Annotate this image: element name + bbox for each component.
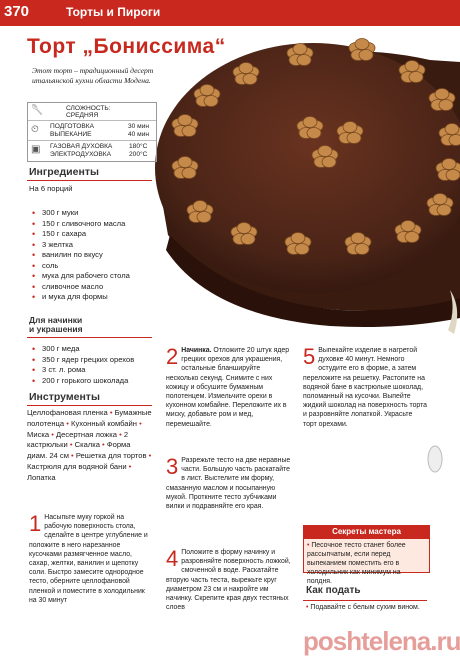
portions: На 6 порций	[29, 184, 73, 193]
bullet-icon: •	[306, 604, 309, 611]
tools-rule	[27, 405, 152, 406]
recipe-title: Торт „Бониссима“	[27, 35, 226, 58]
electric-value: 200°С	[129, 151, 148, 158]
list-item: • 350 г ядер грецких орехов	[30, 355, 170, 366]
step-text: Разрежьте тесто на две неравные части. Большую часть раскатайте в лист. Выстелите им форму, смазанную маслом и посыпанную мукой. Проткните тесто зубчиками вилки и подравняйте его края.	[166, 457, 291, 511]
step-number: 3	[166, 454, 179, 479]
bullet-icon: •	[107, 408, 115, 417]
oven-icon: ▣	[31, 144, 41, 155]
bake-label: ВЫПЕКАНИЕ	[50, 131, 92, 138]
list-item: • 3 желтка	[30, 240, 160, 251]
bullet-icon: •	[126, 461, 132, 471]
bullet-icon: •	[68, 451, 76, 461]
step-number: 1	[29, 511, 42, 536]
filling-heading-line1: Для начинки	[29, 315, 83, 325]
gas-value: 180°С	[129, 143, 148, 150]
bullet-icon: •	[67, 440, 75, 450]
filling-heading-line2: и украшения	[29, 324, 83, 334]
filling-heading	[29, 316, 83, 334]
bullet-icon: •	[64, 418, 72, 428]
list-item: • соль	[30, 261, 160, 272]
step-number: 2	[166, 344, 179, 369]
tool-item: Форма диам. 24 см	[27, 440, 131, 461]
serve-text	[306, 603, 426, 613]
filling-list	[30, 344, 170, 386]
tool-item: Кухонный комбайн	[71, 418, 137, 428]
step-number: 5	[303, 344, 316, 369]
list-item: • ванилин по вкусу	[30, 250, 160, 261]
step-text: Положите в форму начинку и разровняйте поверхность ложкой, смоченной в воде. Раскатайте вторую часть теста, вырежьте круг диаметром 23 см и накройте им начинку. Скрепите края двух тестяных слоев	[166, 549, 291, 612]
gas-label: ГАЗОВАЯ ДУХОВКА	[50, 143, 113, 150]
filling-rule	[27, 337, 152, 338]
tool-item: Целлофановая пленка	[27, 408, 108, 417]
list-item: • 300 г муки	[30, 208, 160, 219]
tool-item: Миска	[27, 429, 50, 439]
step-2	[166, 346, 292, 429]
list-item: • 150 г сахара	[30, 229, 160, 240]
walnut-icon	[349, 39, 375, 61]
tool-item: 2 кастрюльки	[27, 429, 129, 450]
list-item: • 3 ст. л. рома	[30, 365, 170, 376]
step-text: Выпекайте изделие в нагретой духовке 40 минут. Немного остудите его в форме, а затем переложите на решетку. Растопите на водяной бане в кастрюльке шоколад, поломанный на кусочки. Выпейте жидкий шоколад на поверхность торта и разровняйте лопаткой. Украсьте торт орехами.	[303, 347, 428, 428]
bullet-icon: •	[99, 440, 107, 450]
step-number: 4	[166, 546, 179, 571]
step-title: Начинка.	[181, 347, 212, 354]
spoon-icon: 🥄	[31, 105, 44, 116]
step-1	[29, 513, 153, 605]
serve-text-body: Подавайте с белым сухим вином.	[310, 604, 420, 611]
list-item: • 150 г сливочного масла	[30, 219, 160, 230]
difficulty-label: СЛОЖНОСТЬ:	[66, 105, 111, 112]
tip-heading: Секреты мастера	[303, 525, 430, 539]
serve-heading: Как подать	[306, 585, 361, 596]
list-item: • сливочное масло	[30, 282, 160, 293]
tool-item: Бумажные полотенца	[27, 408, 152, 428]
difficulty-value: СРЕДНЯЯ	[66, 112, 99, 119]
list-item: • мука для рабочего стола	[30, 271, 160, 282]
clock-icon: ⏲	[31, 124, 39, 135]
bullet-icon: •	[307, 542, 310, 549]
watermark: poshtelena.ru	[303, 626, 460, 656]
ingredients-rule	[27, 180, 152, 181]
prep-value: 30 мин	[128, 123, 150, 130]
list-item: • 300 г меда	[30, 344, 170, 355]
tool-item: Решетка для тортов	[75, 451, 147, 461]
ingredients-list	[30, 208, 160, 303]
list-item: • и мука для формы	[30, 292, 160, 303]
prep-label: ПОДГОТОВКА	[50, 123, 95, 130]
electric-label: ЭЛЕКТРОДУХОВКА	[50, 151, 112, 158]
bullet-icon: •	[136, 418, 142, 428]
step-text: Насыпьте муку горкой на рабочую поверхность стола, сделайте в центре углубление и положите в него нарезанное кусочками размягченное масло, сахар, желтки, ванилин и щепотку соли. Быстро замесите однородное тесто, оберните целлофановой пленкой и поместите в холодильник на 30 минут	[29, 514, 148, 604]
tool-item: Десертная ложка	[55, 429, 117, 439]
recipe-info-box	[27, 102, 157, 162]
step-5	[303, 346, 427, 429]
tool-item: Кастрюля для водяной бани	[27, 461, 127, 471]
list-item: • 200 г горького шоколада	[30, 376, 170, 387]
tip-text	[307, 541, 427, 586]
step-3	[166, 456, 292, 511]
step-text: Отложите 20 штук ядер грецких орехов для украшения, остальные бланшируйте несколько секунд. Снимите с них кожицу и обсушите бумажным полотенцем. Измельчите орехи в кухонном комбайне. Переложите их в миску, добавьте ром и мед, перемешайте.	[166, 347, 290, 428]
time-row	[28, 120, 156, 140]
serve-rule	[303, 600, 427, 601]
bullet-icon: •	[146, 451, 152, 461]
tip-text-body: Песочное тесто станет более рассыпчатым, если перед выпеканием поместить его в холодильник как минимум на полдня.	[307, 542, 406, 585]
section-title: Торты и Пироги	[66, 5, 161, 19]
oven-row	[28, 140, 156, 161]
tools-heading: Инструменты	[29, 391, 100, 403]
page-number: 370	[4, 3, 30, 20]
bake-value: 40 мин	[128, 131, 150, 138]
bullet-icon: •	[116, 429, 124, 439]
ingredients-heading: Ингредиенты	[29, 166, 99, 178]
bullet-icon: •	[49, 429, 56, 439]
tools-list	[27, 408, 152, 484]
recipe-intro: Этот торт – традиционный десерт итальянской кухни области Модена.	[32, 66, 154, 85]
tool-item: Лопатка	[27, 472, 56, 482]
step-4	[166, 548, 292, 612]
tool-item: Скалка	[74, 440, 100, 450]
